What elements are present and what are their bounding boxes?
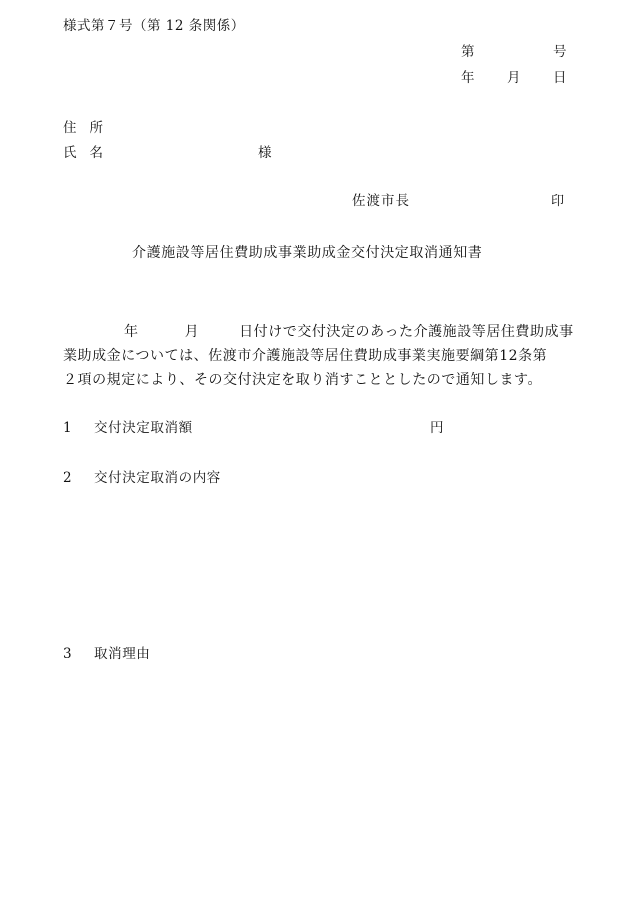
body-line-1-text: 日付けで交付決定のあった介護施設等居住費助成事 <box>239 324 574 340</box>
item-label: 交付決定取消額 <box>94 420 193 436</box>
honorific-sama: 様 <box>258 145 272 161</box>
yen-unit: 円 <box>430 420 444 436</box>
sender-mayor: 佐渡市長 <box>352 193 410 209</box>
form-number-label: 様式第７号（第 12 条関係） <box>63 18 245 34</box>
document-title: 介護施設等居住費助成事業助成金交付決定取消通知書 <box>132 245 483 261</box>
body-line-3: ２項の規定により、その交付決定を取り消すこととしたので通知します。 <box>63 372 543 388</box>
date-month-label: 月 <box>507 70 521 86</box>
body-line-2: 業助成金については、佐渡市介護施設等居住費助成事業実施要綱第12条第 <box>63 348 548 364</box>
item-label: 取消理由 <box>94 646 151 662</box>
date-day-label: 日 <box>553 70 567 86</box>
item-number: 1 <box>63 420 73 436</box>
item-cancel-reason <box>63 648 150 662</box>
item-label: 交付決定取消の内容 <box>94 470 221 486</box>
item-cancel-amount <box>63 422 193 436</box>
item-cancel-content <box>63 472 221 486</box>
body-line-1 <box>63 320 574 344</box>
item-number: 2 <box>63 470 73 486</box>
notice-body <box>63 320 574 392</box>
seal-mark: 印 <box>551 194 565 209</box>
document-number-suffix: 号 <box>553 44 567 60</box>
name-label: 氏名 <box>63 145 116 161</box>
body-month-marker: 月 <box>184 324 200 340</box>
body-year-marker: 年 <box>124 324 139 340</box>
address-label: 住所 <box>63 120 116 136</box>
date-year-label: 年 <box>461 70 475 86</box>
document-number-prefix: 第 <box>461 44 475 60</box>
item-number: 3 <box>63 646 73 662</box>
